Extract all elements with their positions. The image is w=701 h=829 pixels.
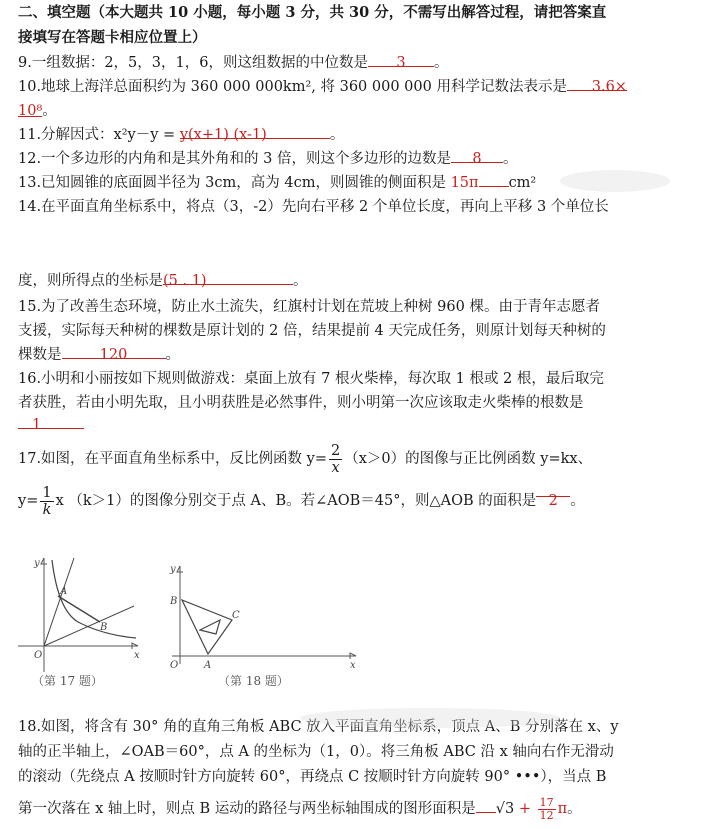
question-16: 16.小明和小丽按如下规则做游戏：桌面上放有 7 根火柴棒，每次取 1 根或 2 根，最后取完 bbox=[18, 371, 604, 387]
answer-10a: 3.6× bbox=[591, 79, 627, 95]
fig17-line-x-over-k bbox=[44, 606, 134, 646]
answer-17: 2 bbox=[548, 493, 558, 509]
question-17: 17.如图，在平面直角坐标系中，反比例函数 y= $\frac{2}{x}$ （x＞0）的图像与正比例函数 y=kx、 bbox=[18, 442, 593, 476]
fraction-2-over-x: $\frac{2}{x}$ bbox=[331, 442, 341, 476]
answer-18-fraction: $\frac{17}{12}$ bbox=[539, 795, 554, 822]
answer-9: 3 bbox=[396, 55, 406, 71]
question-18-line3: 的滚动（先绕点 A 按顺时针方向旋转 60°，再绕点 C 按顺时针方向旋转 90° •••），当点 B bbox=[18, 769, 607, 785]
fig18-caption: （第 18 题） bbox=[218, 674, 289, 688]
answer-18-sqrt: √3 bbox=[495, 801, 515, 817]
question-16-line3 bbox=[18, 414, 84, 436]
fig18-label-x: x bbox=[350, 660, 356, 671]
question-18-line2: 轴的正半轴上，∠OAB＝60°，点 A 的坐标为（1，0）。将三角板 ABC 沿 x 轴向右作无滑动 bbox=[18, 744, 614, 760]
answer-13: 15π bbox=[450, 175, 479, 191]
question-15-line2: 支援，实际每天种树的棵数是原计划的 2 倍，结果提前 4 天完成任务，则原计划每天种树的 bbox=[18, 323, 606, 339]
section-header: 二、填空题（本大题共 10 小题，每小题 3 分，共 30 分，不需写出解答过程，请把答案直 bbox=[18, 4, 607, 21]
fig18-label-c: C bbox=[232, 610, 240, 621]
answer-16: 1 bbox=[32, 417, 42, 433]
fig17-label-x: x bbox=[134, 650, 140, 661]
question-16-line2: 者获胜，若由小明先取，且小明获胜是必然事件，则小明第一次应该取走火柴棒的根数是 bbox=[18, 395, 584, 411]
fig17-hyperbola bbox=[52, 560, 136, 638]
fig17-line-kx bbox=[44, 558, 74, 646]
figure-18 bbox=[160, 560, 360, 680]
fig18-label-b: B bbox=[170, 596, 178, 607]
fig17-segment-ab bbox=[58, 596, 100, 622]
answer-12: 8 bbox=[472, 151, 482, 167]
answer-11: y(x+1) (x-1) bbox=[179, 127, 267, 143]
answer-15: 120 bbox=[99, 347, 128, 363]
question-14: 14.在平面直角坐标系中，将点（3，-2）先向右平移 2 个单位长度，再向上平移 3 个单位长 bbox=[18, 199, 609, 215]
question-13: 13.已知圆锥的底面圆半径为 3cm，高为 4cm，则圆锥的侧面积是 15π cm² bbox=[18, 172, 536, 194]
section-header-line2: 接填写在答题卡相应位置上） bbox=[18, 29, 207, 46]
fig17-label-o: O bbox=[34, 650, 43, 661]
fig18-label-o: O bbox=[170, 660, 179, 671]
answer-10b: 10⁸ bbox=[18, 103, 43, 119]
figure-17 bbox=[8, 550, 148, 690]
question-15: 15.为了改善生态环境，防止水土流失，红旗村计划在荒坡上种树 960 棵。由于青年志愿者 bbox=[18, 299, 600, 315]
scan-smudge-2 bbox=[300, 708, 560, 728]
fraction-1-over-k: $\frac{1}{k}$ bbox=[42, 484, 52, 518]
question-15-line3: 棵数是 120 。 bbox=[18, 344, 180, 366]
question-14-cont: 度，则所得点的坐标是(5 . 1) 。 bbox=[18, 270, 308, 292]
fig17-label-y: y bbox=[34, 558, 40, 569]
question-17-line2: y= $\frac{1}{k}$ x （k＞1）的图像分别交于点 A、B。若∠AOB＝45°，则△AOB 的面积是 2 。 bbox=[18, 482, 585, 520]
fig18-label-a: A bbox=[204, 660, 212, 671]
question-12: 12.一个多边形的内角和是其外角和的 3 倍，则这个多边形的边数是 8 。 bbox=[18, 148, 518, 170]
question-10: 10.地球上海洋总面积约为 360 000 000km², 将 360 000 000 用科学记数法表示是 3.6× bbox=[18, 76, 627, 98]
answer-18-pi: π bbox=[557, 801, 568, 817]
scan-smudge bbox=[560, 170, 670, 192]
question-11: 11.分解因式：x²y－y = y(x+1) (x-1) 。 bbox=[18, 124, 344, 146]
question-9: 9.一组数据：2，5，3，1，6，则这组数据的中位数是 3 。 bbox=[18, 52, 448, 74]
fig17-label-a: A bbox=[60, 586, 68, 597]
question-18: 18.如图，将含有 30° 角的直角三角板 ABC 放入平面直角坐标系，顶点 A、B 分别落在 x、y bbox=[18, 719, 619, 735]
answer-18-plus: + bbox=[518, 801, 532, 817]
question-10-cont: 10⁸。 bbox=[18, 103, 57, 119]
question-18-line4: 第一次落在 x 轴上时，则点 B 运动的路径与两坐标轴围成的图形面积是 √3 + $\frac{17}{12}$ π。 bbox=[18, 795, 582, 822]
answer-14: (5 . 1) bbox=[163, 273, 207, 289]
fig18-triangle-inner bbox=[200, 620, 220, 634]
fig17-caption: （第 17 题） bbox=[32, 674, 103, 688]
fig17-label-b: B bbox=[100, 622, 108, 633]
fig18-label-y: y bbox=[170, 564, 176, 575]
